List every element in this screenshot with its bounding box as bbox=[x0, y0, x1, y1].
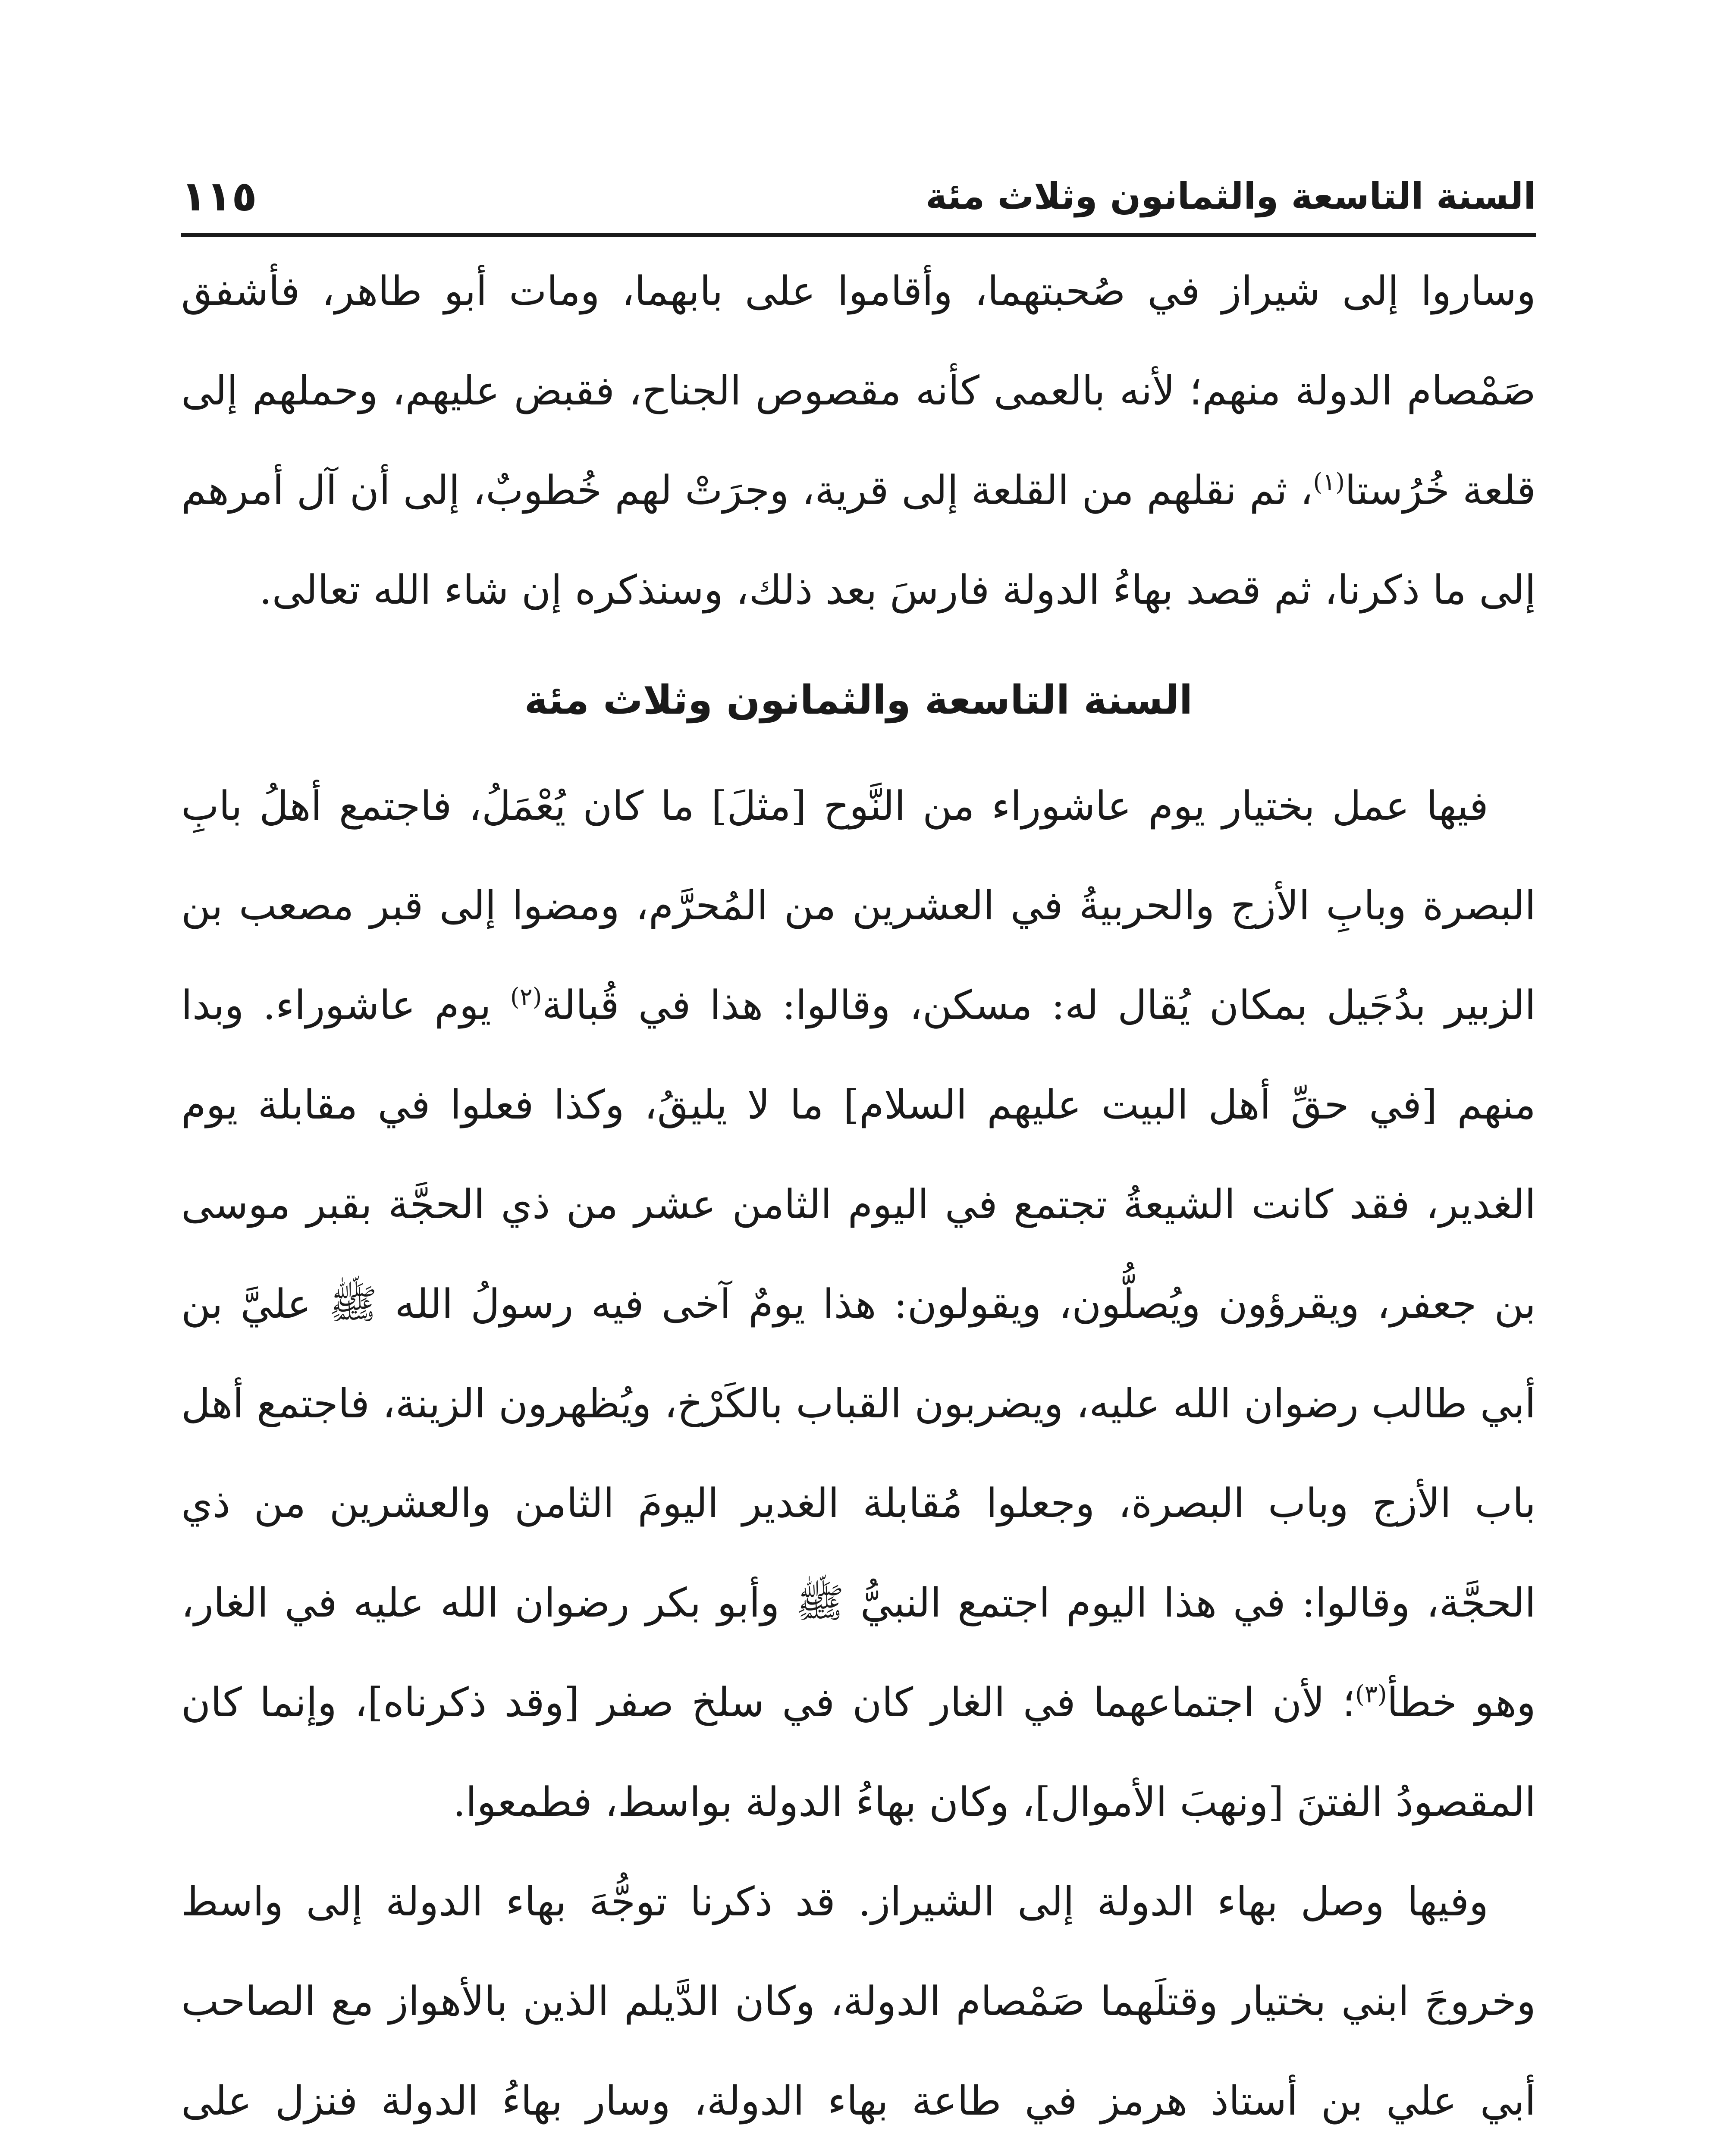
paragraph bbox=[181, 1852, 1536, 2156]
paragraph-continued bbox=[181, 241, 1536, 640]
paragraph-text: وفيها وصل بهاء الدولة إلى الشيراز. قد ذكرنا توجُّهَ بهاء الدولة إلى واسط وخروجَ ابني بختيار وقتلَهما صَمْصام الدولة، وكان الدَّيلم الذين بالأهواز مع الصاحب أبي علي بن أستاذ هرمز في طاعة بهاء الدولة، وسار بهاءُ الدولة فنزل على bbox=[181, 1878, 1536, 2124]
paragraph-text: يوم عاشوراء. وبدا منهم [في حقِّ أهل البيت عليهم السلام] ما لا يليقُ، وكذا فعلوا في مقابلة يوم الغدير، فقد كانت الشيعةُ تجتمع في اليوم الثامن عشر من ذي الحجَّة بقبر موسى بن جعفر، ويقرؤون ويُصلُّون، ويقولون: هذا يومٌ آخى فيه رسولُ الله ﷺ عليَّ بن أبي طالب رضوان الله عليه، ويضربون القباب بالكَرْخ، ويُظهرون الزينة، فاجتمع أهل باب الأزج وباب البصرة، وجعلوا مُقابلة الغدير اليومَ الثامن والعشرين من ذي الحجَّة، وقالوا: في هذا اليوم اجتمع النبيُّ ﷺ وأبو بكر رضوان الله عليه في الغار، وهو خطأ bbox=[181, 982, 1536, 1726]
paragraph bbox=[181, 756, 1536, 1852]
footnote-ref: (٣) bbox=[1355, 1680, 1387, 1708]
footnote-ref: (٢) bbox=[510, 983, 542, 1011]
paragraph-text: وساروا إلى شيراز في صُحبتهما، وأقاموا على بابهما، ومات أبو طاهر، فأشفق صَمْصام الدولة منهم؛ لأنه بالعمى كأنه مقصوص الجناح، فقبض عليهم، وحملهم إلى قلعة خُرُستا bbox=[181, 268, 1536, 514]
section-heading: السنة التاسعة والثمانون وثلاث مئة bbox=[524, 677, 1193, 723]
main-text bbox=[181, 241, 1536, 2156]
paragraph-text: ؛ لأن اجتماعهما في الغار كان في سلخ صفر [وقد ذكرناه]، وإنما كان المقصودُ الفتنَ [ونهبَ الأموال]، وكان بهاءُ الدولة بواسط، فطمعوا. bbox=[181, 1679, 1536, 1825]
paragraph-text: فيها عمل بختيار يوم عاشوراء من النَّوح [مثلَ] ما كان يُعْمَلُ، فاجتمع أهلُ بابِ البصرة وبابِ الأزج والحربيةُ في العشرين من المُحرَّم، ومضوا إلى قبر مصعب بن الزبير بدُجَيل بمكان يُقال له: مسكن، وقالوا: هذا في قُبالة bbox=[181, 783, 1536, 1028]
footnote-ref: (١) bbox=[1313, 468, 1345, 496]
running-title: السنة التاسعة والثمانون وثلاث مئة bbox=[926, 175, 1536, 217]
paragraph-text: ، ثم نقلهم من القلعة إلى قرية، وجرَتْ لهم خُطوبٌ، إلى أن آل أمرهم إلى ما ذكرنا، ثم قصد بهاءُ الدولة فارسَ بعد ذلك، وسنذكره إن شاء الله تعالى. bbox=[181, 467, 1536, 613]
page-number: ١١٥ bbox=[181, 172, 257, 220]
running-header bbox=[181, 160, 1536, 237]
